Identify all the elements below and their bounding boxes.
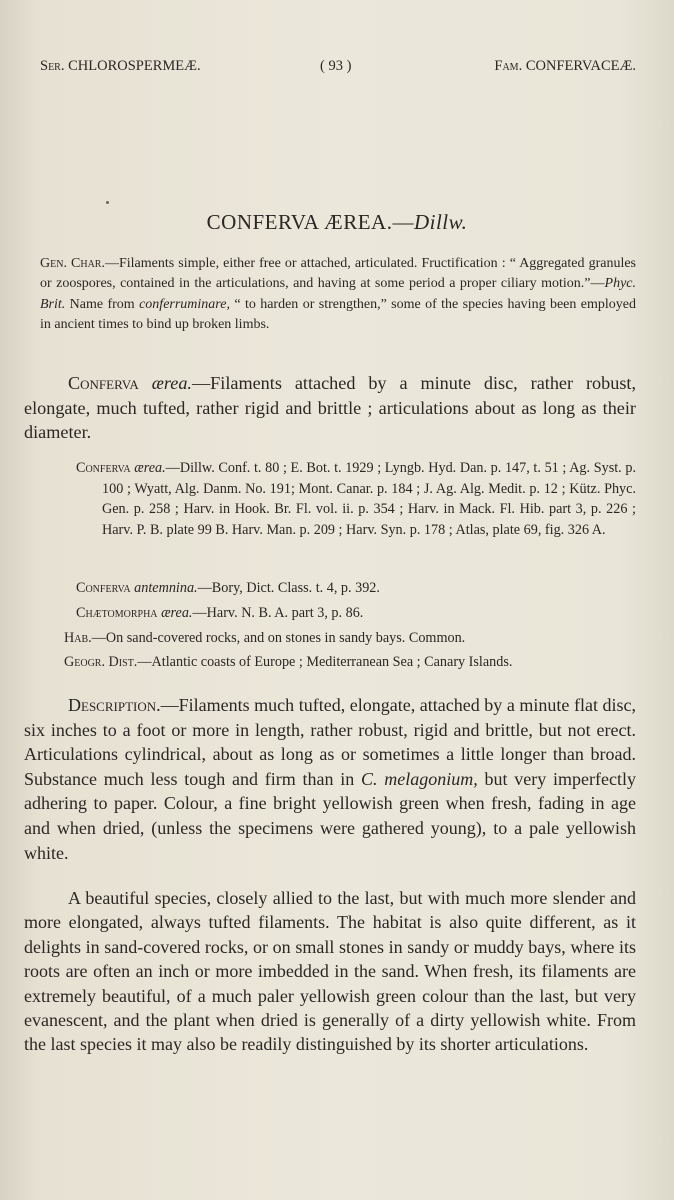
- synonym-genus: Chætomorpha: [76, 605, 158, 621]
- header-series-prefix: Ser.: [40, 58, 65, 74]
- habitat-text: —On sand-covered rocks, and on stones in sandy bays. Common.: [91, 630, 466, 646]
- gen-char-text-2: Name from: [65, 296, 140, 312]
- generic-character: [40, 254, 636, 336]
- page-number: ( 93 ): [320, 58, 352, 74]
- diagnosis-text: —Filaments attached by a minute disc, rather robust, elongate, much tufted, rather rigid and brittle ; articulations about as long as their diameter.: [24, 373, 636, 442]
- geographic-distribution: [64, 652, 636, 673]
- title-author: Dillw.: [413, 210, 468, 234]
- synonym-genus: Conferva: [76, 460, 131, 476]
- title-main: CONFERVA ÆREA.—: [206, 210, 414, 234]
- gen-char-etymon: conferruminare,: [139, 296, 230, 312]
- synonymy-entry-1: [76, 458, 636, 540]
- synonymy-entry-3: [76, 603, 636, 624]
- description-text-2: but very imperfectly adhering to paper. Colour, a fine bright yellowish green when fresh, fading in age and when dried, (unless the specimens were gathered young), to a pale yellowish white.: [24, 768, 636, 863]
- synonym-references: —Bory, Dict. Class. t. 4, p. 392.: [197, 580, 380, 596]
- synonym-references: —Harv. N. B. A. part 3, p. 86.: [192, 605, 364, 621]
- habitat-label: Hab.: [64, 630, 92, 646]
- running-header: [40, 58, 636, 80]
- header-family-prefix: Fam.: [494, 58, 523, 74]
- synonym-species: ærea.: [157, 605, 193, 621]
- gen-char-text-1: —Filaments simple, either free or attached, articulated. Fructification : “ Aggregated granules or zoospores, contained in the articulations, and having at some period a proper ciliary motion.”—: [40, 256, 636, 292]
- description-species-ref: C. melagonium,: [361, 768, 478, 789]
- synonym-species: ærea.: [130, 460, 166, 476]
- gen-char-label: Gen. Char.: [40, 256, 105, 271]
- synonym-species: antemnina.: [130, 580, 198, 596]
- geography-label: Geogr. Dist.: [64, 654, 138, 670]
- synonym-genus: Conferva: [76, 580, 131, 596]
- diagnosis-species: ærea.: [138, 373, 192, 393]
- header-family: [494, 58, 636, 75]
- species-diagnosis: [24, 371, 636, 445]
- species-title: [0, 210, 674, 235]
- header-family-name: CONFERVACEÆ.: [525, 58, 636, 74]
- gen-char-reference: Phyc. Brit.: [40, 276, 636, 312]
- habitat: [64, 628, 636, 649]
- description-label: Description.: [68, 695, 161, 715]
- geography-text: —Atlantic coasts of Europe ; Mediterranean Sea ; Canary Islands.: [137, 654, 513, 670]
- description-text-1: —Filaments much tufted, elongate, attached by a minute flat disc, six inches to a foot or more in length, rather robust, rigid and brittle, but not erect. Articulations cylindrical, about as long as or sometimes a little longer than broad. Substance much less tough and firm than in: [24, 695, 636, 789]
- diagnosis-genus: Conferva: [68, 373, 139, 393]
- synonym-references: —Dillw. Conf. t. 80 ; E. Bot. t. 1929 ; Lyngb. Hyd. Dan. p. 147, t. 51 ; Ag. Syst. p. 100 ; Wyatt, Alg. Danm. No. 191; Mont. Canar. p. 184 ; J. Ag. Alg. Medit. p. 12 ; Kütz. Phyc. Gen. p. 258 ; Harv. in Hook. Br. Fl. vol. ii. p. 354 ; Harv. in Mack. Fl. Hib. part 3, p. 226 ; Harv. P. B. plate 99 B. Harv. Man. p. 209 ; Harv. Syn. p. 178 ; Atlas, plate 69, fig. 326 A.: [102, 460, 636, 538]
- description: [24, 693, 636, 865]
- print-speck: [106, 201, 109, 204]
- remarks-paragraph: A beautiful species, closely allied to the last, but with much more slender and more elongated, always tufted filaments. The habitat is also quite different, as it delights in sand-covered rocks, or on small stones in sandy or muddy bays, where its roots are often an inch or more imbedded in the sand. When fresh, its filaments are extremely beautiful, of a much paler yellowish green colour than the last, but very evanescent, and the plant when dried is generally of a dirty yellowish white. From the last species it may also be readily distinguished by its shorter articulations.: [24, 888, 636, 1055]
- header-series-name: CHLOROSPERMEÆ.: [68, 58, 201, 74]
- synonymy-entry-2: [76, 578, 636, 599]
- header-series: [40, 58, 201, 75]
- gen-char-text-3: “ to harden or strengthen,” some of the species having been employed in ancient times to bind up broken limbs.: [40, 296, 636, 333]
